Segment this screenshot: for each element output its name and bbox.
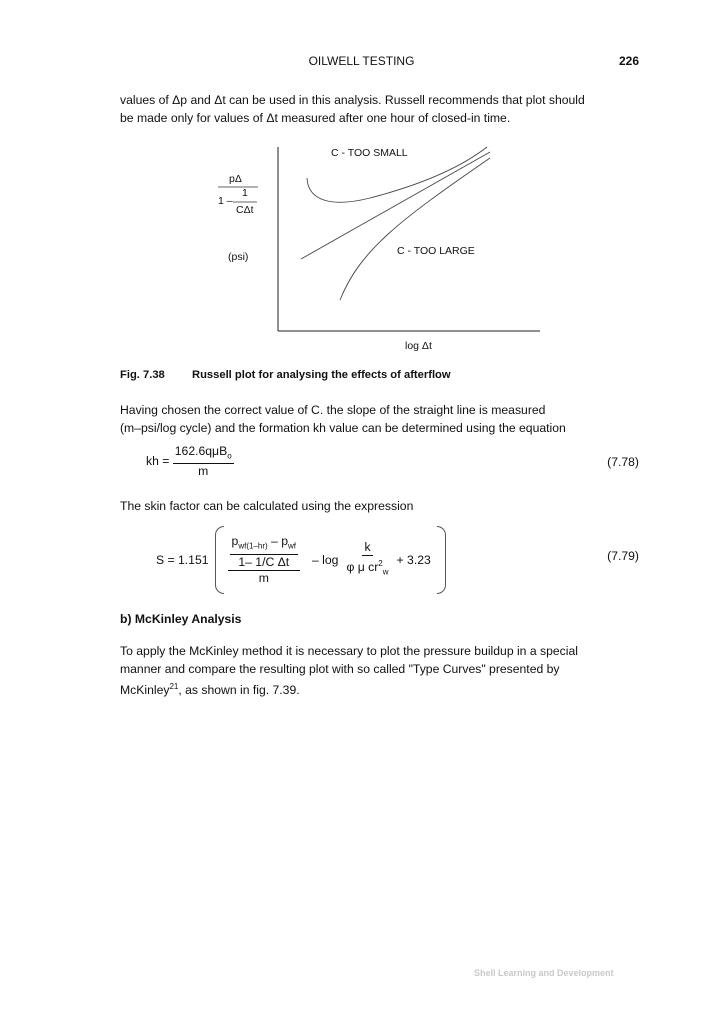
eq778-numerator-text: 162.6qμB xyxy=(174,444,228,458)
mckinley-line-1: To apply the McKinley method it is necessary to plot the pressure buildup in a special xyxy=(120,644,578,658)
eq779-outer-numerator xyxy=(228,534,300,570)
equation-7-79 xyxy=(156,526,446,594)
eq778-numerator xyxy=(173,444,234,464)
eq779-minus-p: – p xyxy=(271,534,288,549)
eq779-log-fraction xyxy=(344,540,390,580)
straight-line-correct-c xyxy=(301,152,490,259)
ylabel-inner-numerator: 1 xyxy=(242,187,248,199)
equation-number-7-78: (7.78) xyxy=(607,455,639,469)
figure-caption xyxy=(120,369,451,381)
paragraph-kh-line-2: (m–psi/log cycle) and the formation kh value can be determined using the equation xyxy=(120,421,566,435)
label-c-too-small: C - TOO SMALL xyxy=(331,147,408,159)
paragraph-kh-line-1: Having chosen the correct value of C. the slope of the straight line is measured xyxy=(120,403,546,417)
page-number: 226 xyxy=(618,54,639,68)
ylabel-numerator: pΔ xyxy=(229,173,242,185)
eq778-fraction xyxy=(173,444,234,479)
eq779-p2-sub: wf xyxy=(288,541,296,551)
intro-line-1: values of Δp and Δt can be used in this analysis. Russell recommends that plot should xyxy=(120,93,585,107)
citation-superscript: 21 xyxy=(169,682,179,691)
running-header-title: OILWELL TESTING xyxy=(308,54,415,68)
intro-line-2: be made only for values of Δt measured after one hour of closed-in time. xyxy=(120,111,511,125)
eq779-p1: p xyxy=(231,534,239,549)
paragraph-kh xyxy=(120,401,640,437)
mckinley-line-2: manner and compare the resulting plot with so called "Type Curves" presented by xyxy=(120,662,560,676)
ylabel-prefix: 1 – xyxy=(218,195,233,207)
curve-c-too-large xyxy=(340,158,490,300)
eq778-numerator-sub: o xyxy=(227,451,232,461)
label-c-too-large: C - TOO LARGE xyxy=(397,245,475,257)
left-paren xyxy=(215,526,224,594)
paragraph-skin: The skin factor can be calculated using the expression xyxy=(120,499,414,513)
right-paren xyxy=(437,526,446,594)
eq779-log-denominator xyxy=(344,556,390,580)
mckinley-line-3-a: McKinley xyxy=(120,683,170,698)
eq779-plus-term: + 3.23 xyxy=(396,553,431,567)
eq779-log-term: – log xyxy=(312,553,339,567)
equation-number-7-79: (7.79) xyxy=(607,549,639,563)
ylabel-inner-denominator: CΔt xyxy=(236,204,254,216)
figure-caption-text: Russell plot for analysing the effects of afterflow xyxy=(192,369,451,381)
eq779-k: k xyxy=(364,540,371,555)
eq778-lhs: kh = xyxy=(146,453,170,468)
eq779-inner-numerator xyxy=(230,534,298,554)
equation-7-78 xyxy=(146,444,234,479)
footer-logo-text: Shell Learning and Development xyxy=(474,968,614,978)
mckinley-line-3-b: , as shown in fig. 7.39. xyxy=(178,683,300,698)
figure-caption-number: Fig. 7.38 xyxy=(120,369,165,381)
eq779-inner-fraction xyxy=(230,534,298,569)
eq778-denominator: m xyxy=(198,464,209,479)
eq779-outer-fraction xyxy=(228,534,300,585)
eq779-den2-text: φ μ cr xyxy=(346,560,379,575)
x-axis-label: log Δt xyxy=(405,340,432,352)
russell-plot-figure xyxy=(0,0,723,370)
mckinley-line-3 xyxy=(120,678,640,699)
eq779-inner-denominator: 1– 1/C Δt xyxy=(238,554,290,569)
eq779-p1-sub: wf(1–hr) xyxy=(238,541,268,551)
section-heading-mckinley: b) McKinley Analysis xyxy=(120,612,242,626)
ylabel-unit: (psi) xyxy=(228,251,249,263)
eq779-outer-denominator: m xyxy=(258,570,269,585)
eq779-den2-sub: w xyxy=(382,567,389,577)
eq779-lhs: S = 1.151 xyxy=(156,553,209,567)
paragraph-mckinley xyxy=(120,642,640,699)
eq779-den2-sup: 2 xyxy=(378,559,383,569)
